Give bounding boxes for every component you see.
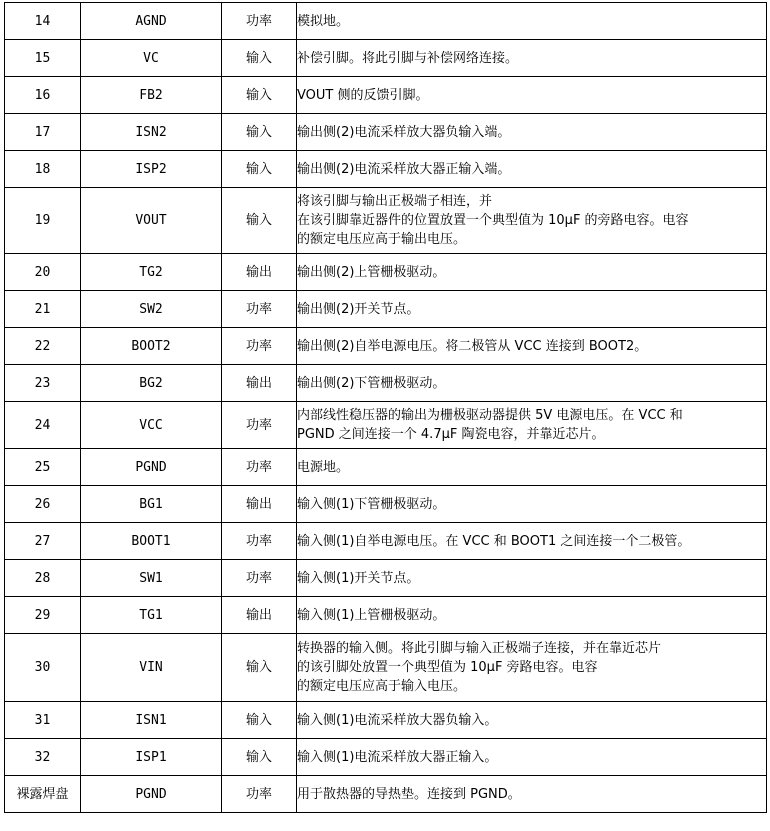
pin-number-cell: 25 <box>5 449 81 486</box>
pin-number-cell: 27 <box>5 523 81 560</box>
description-line: 输出侧(2)电流采样放大器负输入端。 <box>297 124 511 140</box>
pin-type-cell: 输出 <box>222 254 297 291</box>
pin-type-cell: 功率 <box>222 328 297 365</box>
pin-type-cell: 输入 <box>222 114 297 151</box>
table-row <box>5 365 767 402</box>
pin-name-cell: BG1 <box>81 486 222 523</box>
pin-type-cell: 输出 <box>222 597 297 634</box>
table-row <box>5 486 767 523</box>
pin-number-cell: 32 <box>5 739 81 776</box>
table-row <box>5 291 767 328</box>
description-line: 模拟地。 <box>297 13 350 29</box>
description-line: 的额定电压应高于输入电压。 <box>297 679 467 694</box>
pin-type-cell: 输入 <box>222 77 297 114</box>
pin-type-cell: 功率 <box>222 776 297 813</box>
pin-number-cell: 裸露焊盘 <box>5 776 81 813</box>
description-line: 输出侧(2)下管栅极驱动。 <box>297 375 446 391</box>
pin-type-cell: 输入 <box>222 151 297 188</box>
table-row <box>5 560 767 597</box>
description-line: VOUT 侧的反馈引脚。 <box>297 87 429 103</box>
pin-type-cell: 功率 <box>222 402 297 449</box>
pin-number-cell: 29 <box>5 597 81 634</box>
table-row <box>5 523 767 560</box>
pin-name-cell: VCC <box>81 402 222 449</box>
description-line: PGND 之间连接一个 4.7μF 陶瓷电容，并靠近芯片。 <box>297 427 605 442</box>
table-row <box>5 328 767 365</box>
pin-number-cell: 26 <box>5 486 81 523</box>
description-line: 的额定电压应高于输出电压。 <box>297 232 467 247</box>
pin-description-cell <box>297 114 767 151</box>
pin-type-cell: 输入 <box>222 739 297 776</box>
pin-description-cell <box>297 291 767 328</box>
pin-name-cell: ISP1 <box>81 739 222 776</box>
pin-description-cell <box>297 597 767 634</box>
pin-number-cell: 16 <box>5 77 81 114</box>
pin-number-cell: 14 <box>5 3 81 40</box>
description-line: 输入侧(1)下管栅极驱动。 <box>297 496 446 512</box>
table-row <box>5 634 767 702</box>
pin-description-cell <box>297 523 767 560</box>
pin-description-cell <box>297 254 767 291</box>
pin-type-cell: 功率 <box>222 449 297 486</box>
pin-name-cell: SW1 <box>81 560 222 597</box>
table-row <box>5 40 767 77</box>
description-line: 将该引脚与输出正极端子相连，并 <box>297 194 493 209</box>
description-line: 输入侧(1)自举电源电压。在 VCC 和 BOOT1 之间连接一个二极管。 <box>297 533 691 549</box>
pin-description-cell <box>297 486 767 523</box>
description-line: 补偿引脚。将此引脚与补偿网络连接。 <box>297 50 519 66</box>
pin-number-cell: 20 <box>5 254 81 291</box>
table-row <box>5 402 767 449</box>
pin-name-cell: ISN1 <box>81 702 222 739</box>
pin-name-cell: SW2 <box>81 291 222 328</box>
pin-type-cell: 输入 <box>222 40 297 77</box>
table-row <box>5 114 767 151</box>
description-line: 的该引脚处放置一个典型值为 10μF 旁路电容。电容 <box>297 660 598 675</box>
table-row <box>5 151 767 188</box>
pin-description-cell <box>297 634 767 702</box>
description-line: 输出侧(2)自举电源电压。将二极管从 VCC 连接到 BOOT2。 <box>297 338 648 354</box>
pin-type-cell: 输入 <box>222 702 297 739</box>
table-row <box>5 702 767 739</box>
table-row <box>5 776 767 813</box>
description-line: 输出侧(2)电流采样放大器正输入端。 <box>297 161 511 177</box>
description-line: 输入侧(1)电流采样放大器正输入。 <box>297 749 498 765</box>
pin-name-cell: FB2 <box>81 77 222 114</box>
pin-description-cell <box>297 77 767 114</box>
description-line: 输入侧(1)开关节点。 <box>297 570 420 586</box>
pin-name-cell: VIN <box>81 634 222 702</box>
pin-description-cell <box>297 560 767 597</box>
pin-name-cell: BG2 <box>81 365 222 402</box>
pin-number-cell: 21 <box>5 291 81 328</box>
pin-type-cell: 输入 <box>222 634 297 702</box>
table-row <box>5 597 767 634</box>
pin-name-cell: BOOT2 <box>81 328 222 365</box>
pin-description-cell <box>297 402 767 449</box>
pin-number-cell: 22 <box>5 328 81 365</box>
table-row <box>5 739 767 776</box>
pin-type-cell: 输入 <box>222 188 297 254</box>
pin-description-cell <box>297 702 767 739</box>
table-row <box>5 449 767 486</box>
pin-name-cell: VOUT <box>81 188 222 254</box>
pin-description-table <box>4 2 767 813</box>
pin-description-cell <box>297 739 767 776</box>
description-line: 输出侧(2)上管栅极驱动。 <box>297 264 446 280</box>
pin-description-cell <box>297 449 767 486</box>
table-row <box>5 254 767 291</box>
pin-number-cell: 17 <box>5 114 81 151</box>
pin-description-cell <box>297 328 767 365</box>
pin-number-cell: 18 <box>5 151 81 188</box>
description-line: 内部线性稳压器的输出为栅极驱动器提供 5V 电源电压。在 VCC 和 <box>297 408 683 423</box>
table-row <box>5 77 767 114</box>
description-line: 输入侧(1)上管栅极驱动。 <box>297 607 446 623</box>
pin-name-cell: ISP2 <box>81 151 222 188</box>
pin-name-cell: VC <box>81 40 222 77</box>
pin-type-cell: 功率 <box>222 291 297 328</box>
pin-number-cell: 31 <box>5 702 81 739</box>
pin-name-cell: TG2 <box>81 254 222 291</box>
pin-description-cell <box>297 151 767 188</box>
pin-number-cell: 23 <box>5 365 81 402</box>
pin-type-cell: 功率 <box>222 3 297 40</box>
description-line: 转换器的输入侧。将此引脚与输入正极端子连接，并在靠近芯片 <box>297 641 662 656</box>
pin-number-cell: 24 <box>5 402 81 449</box>
pin-table-body <box>5 3 767 813</box>
pin-description-cell <box>297 3 767 40</box>
pin-name-cell: PGND <box>81 449 222 486</box>
table-row <box>5 3 767 40</box>
pin-number-cell: 19 <box>5 188 81 254</box>
pin-type-cell: 输出 <box>222 486 297 523</box>
pin-type-cell: 输出 <box>222 365 297 402</box>
pin-name-cell: PGND <box>81 776 222 813</box>
pin-description-cell <box>297 40 767 77</box>
pin-number-cell: 15 <box>5 40 81 77</box>
description-line: 输入侧(1)电流采样放大器负输入。 <box>297 712 498 728</box>
description-line: 在该引脚靠近器件的位置放置一个典型值为 10μF 的旁路电容。电容 <box>297 213 689 228</box>
pin-name-cell: AGND <box>81 3 222 40</box>
description-line: 电源地。 <box>297 459 350 475</box>
table-row <box>5 188 767 254</box>
pin-name-cell: BOOT1 <box>81 523 222 560</box>
pin-description-cell <box>297 188 767 254</box>
pin-name-cell: TG1 <box>81 597 222 634</box>
description-line: 用于散热器的导热垫。连接到 PGND。 <box>297 786 521 802</box>
pin-description-cell <box>297 776 767 813</box>
description-line: 输出侧(2)开关节点。 <box>297 301 420 317</box>
pin-number-cell: 30 <box>5 634 81 702</box>
pin-name-cell: ISN2 <box>81 114 222 151</box>
pin-type-cell: 功率 <box>222 523 297 560</box>
pin-description-cell <box>297 365 767 402</box>
pin-type-cell: 功率 <box>222 560 297 597</box>
pin-number-cell: 28 <box>5 560 81 597</box>
